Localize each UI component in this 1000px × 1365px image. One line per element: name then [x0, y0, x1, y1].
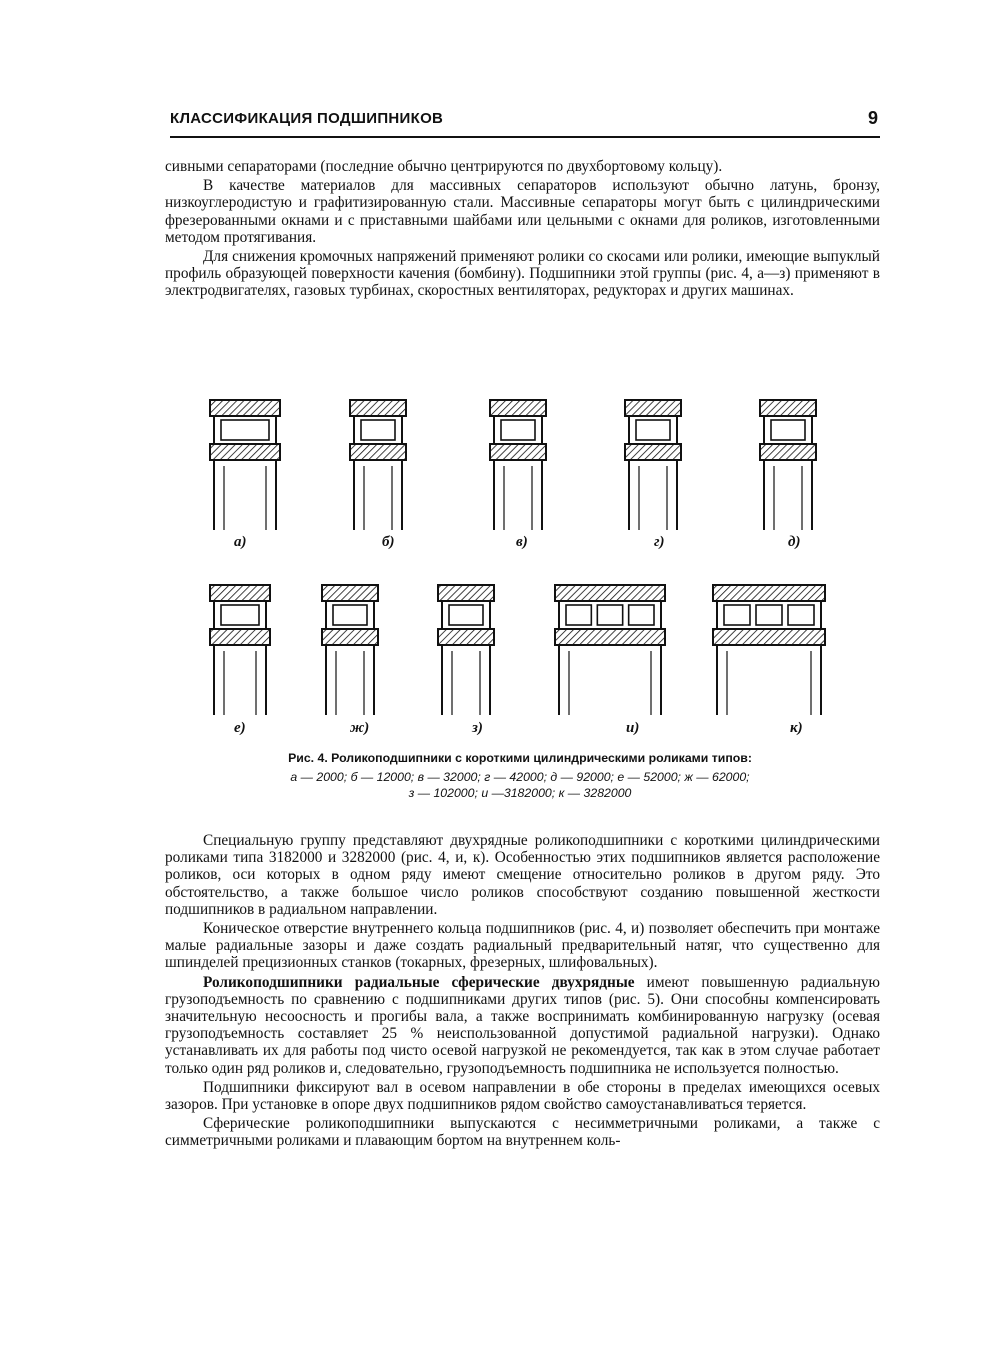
inner-ring [760, 444, 816, 460]
body-text [165, 832, 880, 1150]
inner-ring [438, 629, 494, 645]
outer-ring [350, 400, 406, 416]
inner-ring [210, 444, 280, 460]
outer-ring [713, 585, 825, 601]
top-text [165, 158, 880, 300]
outer-ring [625, 400, 681, 416]
outer-ring [438, 585, 494, 601]
panel-label-z: з) [472, 720, 483, 736]
paragraph: Специальную группу представляют двухрядные роликоподшипники с короткими цилиндрическими роликами типа 3182000 и 3282000 (рис. 4, и, к). Особенностью этих подшипников является расположение роликов, оси которых в одном ряду имеют смещение относительно роликов в другом ряду. Это обстоятельство, а также большое число роликов способствуют созданию повышенной жесткости подшипников в радиальном направлении. [165, 832, 880, 918]
outer-ring [210, 585, 270, 601]
paragraph [165, 974, 880, 1077]
inner-ring [625, 444, 681, 460]
bearing-drawings [160, 392, 880, 742]
inner-ring [555, 629, 665, 645]
roller [636, 420, 670, 440]
paragraph: Подшипники фиксируют вал в осевом направлении в обе стороны в пределах имеющихся осевых зазоров. При установке в опоре двух подшипников рядом свойство самоустанавливаться теряется. [165, 1078, 880, 1114]
roller [724, 605, 750, 625]
inner-ring [322, 629, 378, 645]
outer-ring [322, 585, 378, 601]
panel-label-a: а) [234, 534, 247, 550]
roller [221, 605, 259, 625]
roller [756, 605, 782, 625]
panel-label-i: и) [626, 720, 640, 736]
figure-4 [160, 392, 880, 812]
panel-label-zh: ж) [350, 720, 370, 736]
inner-ring [210, 629, 270, 645]
panel-label-v: в) [516, 534, 528, 550]
panel-label-d: д) [788, 534, 801, 550]
outer-ring [555, 585, 665, 601]
bold-term: Роликоподшипники радиальные сферические двухрядные [203, 973, 635, 991]
page-number: 9 [867, 108, 878, 128]
inner-ring [713, 629, 825, 645]
paragraph: В качестве материалов для массивных сепараторов используют обычно латунь, бронзу, низкоуглеродистую и графитизированную стали. Массивные сепараторы могут быть с цилиндрическими фрезерованными окнами и с приставными шайбами или цельными с окнами для роликов, изготовленными методом протягивания. [165, 177, 880, 246]
roller [221, 420, 269, 440]
roller [629, 605, 654, 625]
roller [771, 420, 805, 440]
roller [566, 605, 591, 625]
outer-ring [490, 400, 546, 416]
roller [361, 420, 395, 440]
inner-ring [350, 444, 406, 460]
roller [449, 605, 483, 625]
outer-ring [210, 400, 280, 416]
paragraph-rest: имеют повышенную радиальную грузоподъемность по сравнению с подшипниками других типов (рис. 5). Они способны компенсировать значительную несоосность и прогибы вала, а также воспринимать комбинированную нагрузку (осевая грузоподъемность составляет 25 % неиспользованной допустимой радиальной нагрузки). Однако устанавливать их для работы под чисто осевой нагрузкой не рекомендуется, так как в этом случае работает только один ряд роликов и, следовательно, грузоподъемность подшипника не используется полностью. [165, 973, 880, 1077]
running-title: КЛАССИФИКАЦИЯ ПОДШИПНИКОВ [170, 110, 444, 127]
inner-ring [490, 444, 546, 460]
page-header [170, 106, 880, 138]
roller [597, 605, 622, 625]
roller [788, 605, 814, 625]
paragraph: Сферические роликоподшипники выпускаются с несимметричными роликами, а также с симметричными роликами и плавающим бортом на внутреннем коль- [165, 1115, 880, 1150]
outer-ring [760, 400, 816, 416]
paragraph: Коническое отверстие внутреннего кольца подшипников (рис. 4, и) позволяет обеспечить при монтаже малые радиальные зазоры и даже создать радиальный предварительный натяг, что существенно для шпинделей прецизионных станков (токарных, фрезерных, шлифовальных). [165, 920, 880, 972]
figure-caption-line-2: з — 102000; и —3182000; к — 3282000 [408, 786, 632, 800]
paragraph: сивными сепараторами (последние обычно центрируются по двухбортовому кольцу). [165, 158, 723, 175]
panel-label-b: б) [382, 534, 395, 550]
figure-caption-line-1: а — 2000; б — 12000; в — 32000; г — 42000; д — 92000; е — 52000; ж — 62000; [290, 770, 750, 784]
figure-caption-title: Рис. 4. Роликоподшипники с короткими цилиндрическими роликами типов: [288, 751, 752, 765]
roller [501, 420, 535, 440]
panel-label-g: г) [654, 534, 665, 550]
panel-label-k: к) [790, 720, 803, 736]
paragraph: Для снижения кромочных напряжений применяют ролики со скосами или ролики, имеющие выпуклый профиль образующей поверхности качения (бомбину). Подшипники этой группы (рис. 4, а—з) применяют в электродвигателях, газовых турбинах, скоростных вентиляторах, редукторах и других машинах. [165, 248, 880, 300]
panel-label-e: е) [234, 720, 246, 736]
roller [333, 605, 367, 625]
